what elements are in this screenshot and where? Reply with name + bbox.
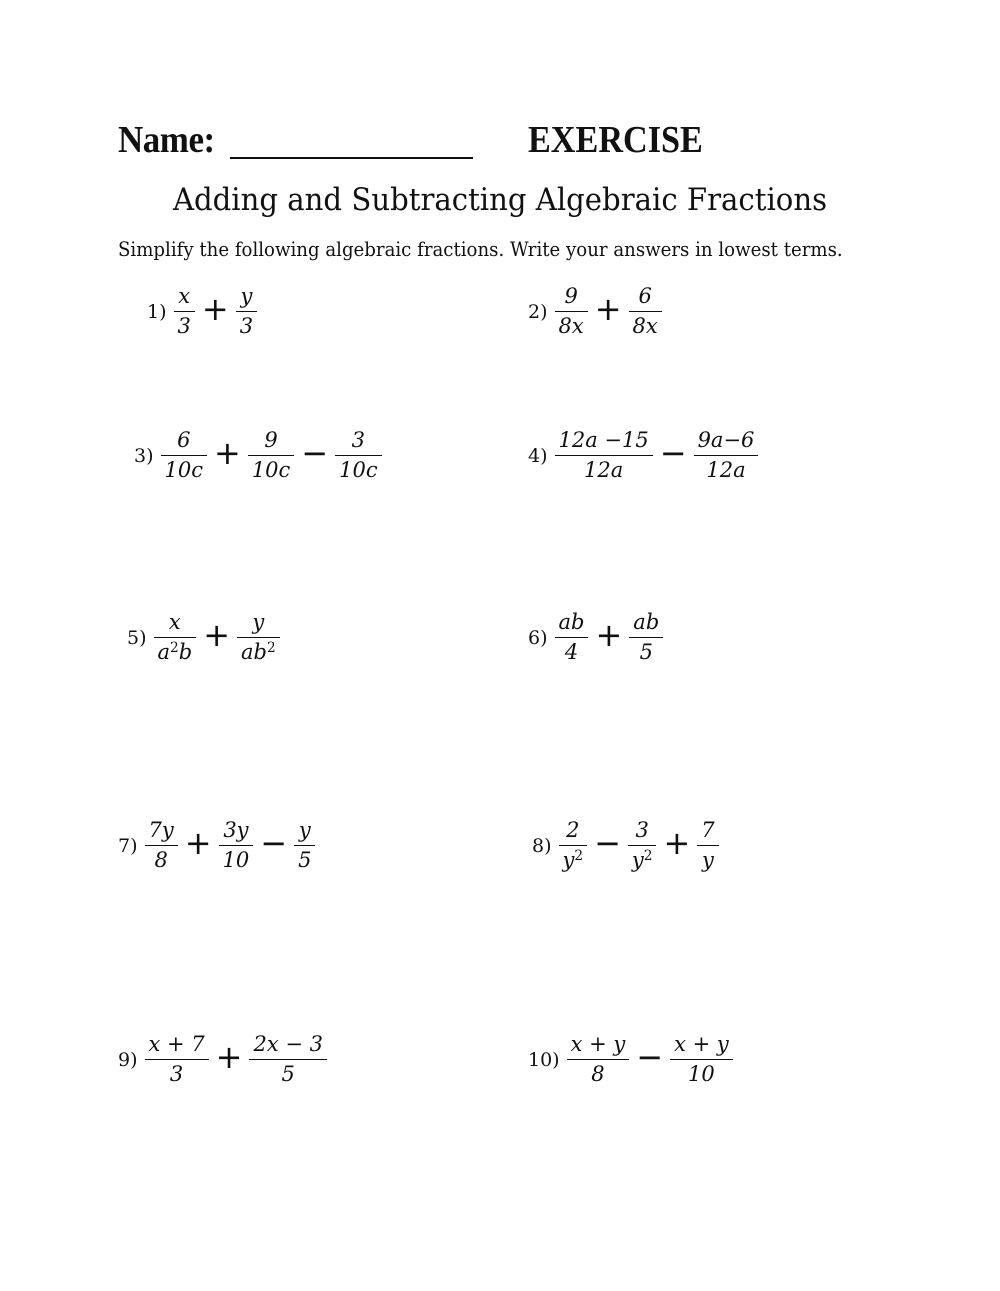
instructions: Simplify the following algebraic fractions. Write your answers in lowest terms. (118, 238, 843, 261)
operator: − (594, 823, 621, 862)
numerator: 9a−6 (697, 428, 755, 452)
fraction (145, 820, 178, 871)
numerator: 9 (564, 284, 578, 308)
denominator (559, 846, 588, 871)
denominator-base: ab (241, 640, 267, 664)
denominator: 10 (222, 848, 250, 872)
numerator: 3y (223, 818, 249, 842)
fraction (697, 820, 718, 871)
operator: + (203, 615, 230, 654)
fraction (161, 430, 207, 481)
name-label: Name: (118, 119, 215, 161)
fraction (237, 612, 280, 663)
numerator: 9 (264, 428, 278, 452)
fraction (567, 1034, 630, 1085)
problem-8 (532, 820, 721, 871)
denominator: 10c (164, 458, 203, 482)
denominator-tail: b (178, 640, 193, 664)
numerator: y (252, 610, 265, 634)
numerator: 7y (148, 818, 174, 842)
denominator: y (702, 848, 714, 872)
fraction (555, 286, 588, 337)
denominator (237, 638, 280, 663)
page-title: EXERCISE (528, 119, 703, 161)
problem-number: 4) (528, 444, 548, 467)
fraction (145, 1034, 209, 1085)
problem-number: 1) (147, 300, 167, 323)
problem-10 (528, 1034, 735, 1085)
numerator: y (298, 818, 311, 842)
denominator: 4 (564, 640, 579, 664)
numerator: x (168, 610, 181, 634)
denominator: 3 (169, 1062, 184, 1086)
problem-1 (147, 286, 259, 337)
operator: + (595, 615, 623, 654)
problem-number: 7) (118, 834, 138, 857)
numerator: x + y (674, 1032, 729, 1056)
problem-3 (134, 430, 384, 481)
problem-4 (528, 430, 760, 481)
exponent: 2 (643, 848, 653, 865)
numerator: 3 (351, 428, 366, 452)
problem-7 (118, 820, 317, 871)
problem-number: 8) (532, 834, 552, 857)
problem-number: 9) (118, 1048, 138, 1071)
numerator: y (240, 284, 253, 308)
name-blank-line[interactable] (230, 157, 473, 159)
denominator: 8 (591, 1062, 605, 1086)
fraction (248, 430, 294, 481)
denominator: 5 (298, 848, 312, 872)
problem-number: 10) (528, 1048, 560, 1071)
denominator: 5 (281, 1062, 295, 1086)
numerator: x + y (570, 1032, 626, 1056)
exponent: 2 (266, 640, 276, 657)
denominator-base: y (631, 848, 644, 872)
denominator (628, 846, 657, 871)
operator: + (201, 289, 229, 328)
fraction (294, 820, 315, 871)
operator: + (215, 1037, 243, 1076)
numerator: 2x − 3 (253, 1032, 323, 1056)
denominator: 10c (339, 458, 378, 482)
denominator: 3 (239, 314, 254, 338)
problem-5 (127, 612, 282, 663)
fraction (174, 286, 195, 337)
numerator: 3 (635, 818, 649, 842)
numerator: 7 (701, 818, 715, 842)
fraction (628, 820, 657, 871)
numerator: 6 (638, 284, 652, 308)
numerator: ab (558, 610, 585, 634)
operator: + (594, 289, 622, 328)
fraction (555, 430, 653, 481)
subtitle: Adding and Subtracting Algebraic Fractions (172, 182, 828, 218)
numerator: 12a −15 (558, 428, 649, 452)
denominator: 8x (558, 314, 584, 338)
numerator: x (178, 284, 191, 308)
denominator-base: a (157, 640, 171, 664)
problem-9 (118, 1034, 329, 1085)
denominator (154, 638, 197, 663)
fraction (629, 286, 662, 337)
fraction (559, 820, 588, 871)
operator: + (214, 433, 241, 472)
fraction (335, 430, 381, 481)
fraction (670, 1034, 733, 1085)
denominator: 3 (177, 314, 191, 338)
fraction (249, 1034, 327, 1085)
operator: − (301, 433, 329, 472)
operator: − (659, 433, 687, 472)
fraction (154, 612, 197, 663)
denominator: 12a (584, 458, 624, 482)
problem-2 (528, 286, 664, 337)
denominator: 12a (706, 458, 746, 482)
numerator: 2 (566, 818, 580, 842)
fraction (219, 820, 254, 871)
denominator: 10c (251, 458, 291, 482)
operator: + (184, 823, 212, 862)
denominator: 8x (632, 314, 658, 338)
denominator: 5 (639, 640, 653, 664)
operator: − (636, 1037, 664, 1076)
denominator: 10 (688, 1062, 715, 1086)
exponent: 2 (170, 640, 179, 657)
fraction (236, 286, 257, 337)
problem-number: 2) (528, 300, 548, 323)
denominator: 8 (154, 848, 168, 872)
numerator: ab (633, 610, 660, 634)
fraction (555, 612, 589, 663)
problem-number: 3) (134, 444, 154, 467)
problem-number: 6) (528, 626, 548, 649)
exponent: 2 (574, 848, 584, 865)
problem-6 (528, 612, 665, 663)
numerator: 6 (177, 428, 191, 452)
operator: − (260, 823, 288, 862)
numerator: x + 7 (148, 1032, 205, 1056)
operator: + (663, 823, 691, 862)
problem-number: 5) (127, 626, 147, 649)
fraction (694, 430, 759, 481)
fraction (629, 612, 663, 663)
denominator-base: y (562, 848, 575, 872)
